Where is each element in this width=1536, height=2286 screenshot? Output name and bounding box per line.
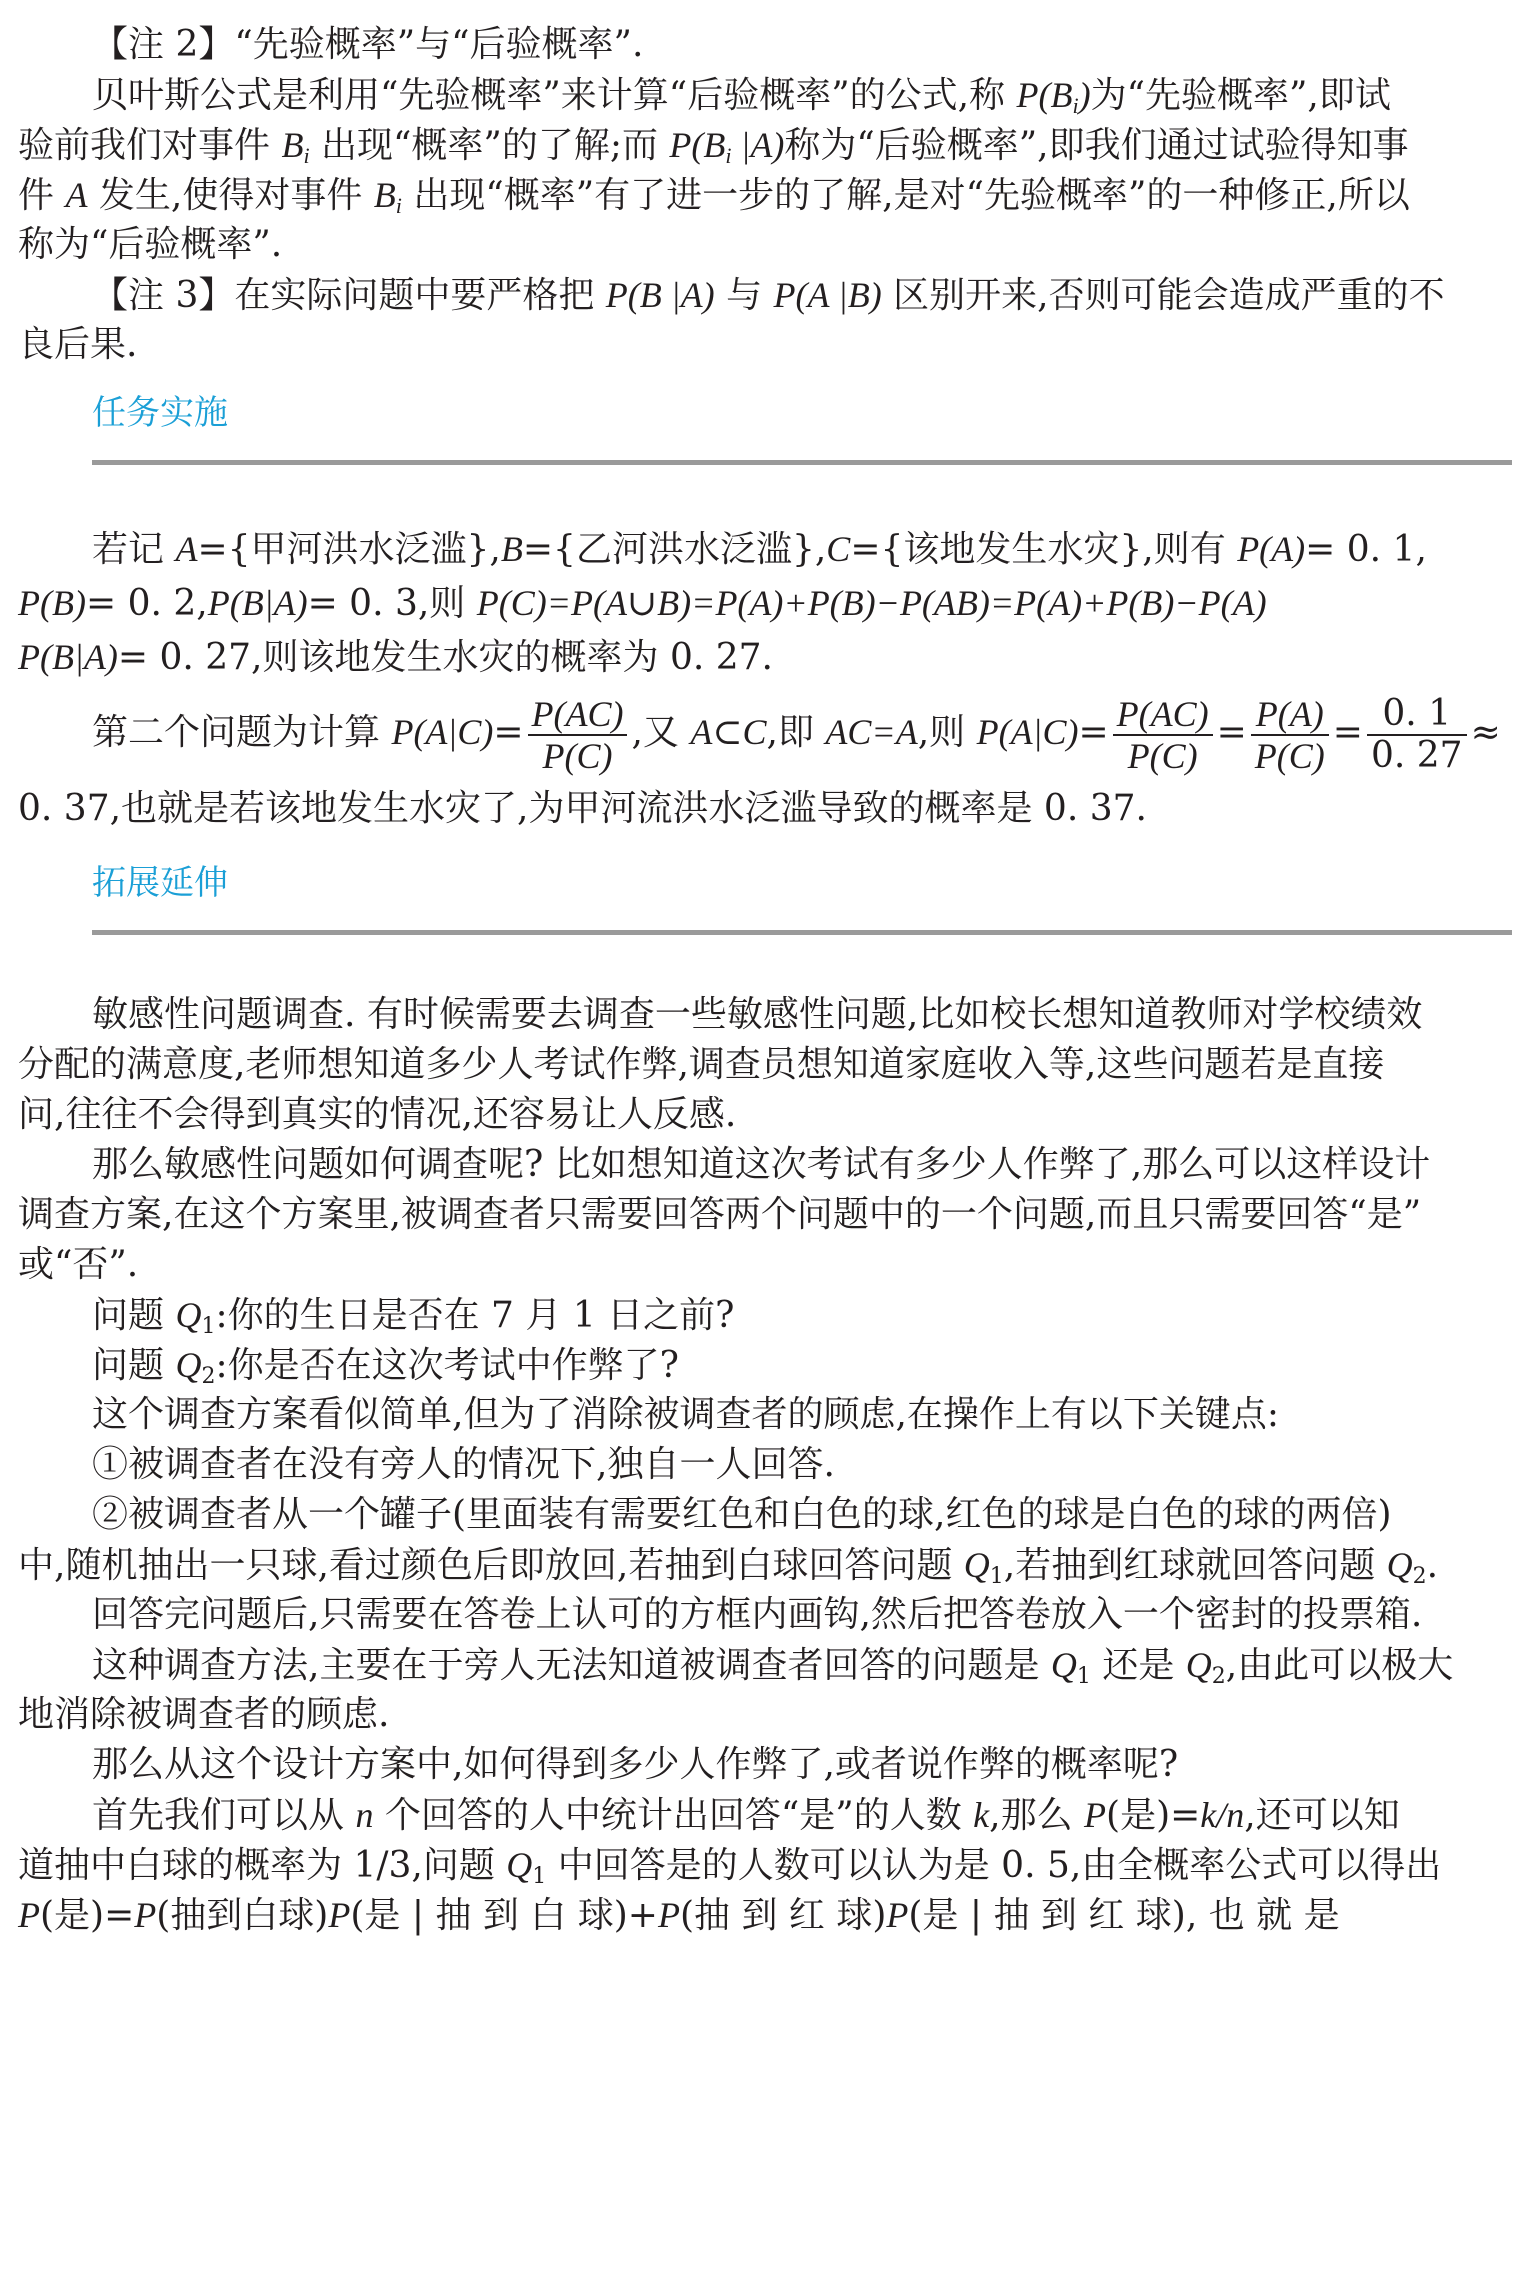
note2-line-2: 验前我们对事件 $B_i$ 出现“概率”的了解;而 $P(B_i$ |A)称为“后验概率”,即我们通过试验得知事: [18, 125, 1409, 168]
ext-p7-line-3: P(是)=P(抽到白球)P(是 | 抽 到 白 球)+P(抽 到 红 球)P(是 | 抽 到 红 球), 也 就 是: [18, 1895, 1340, 1936]
note3-line-2: 良后果.: [18, 324, 138, 365]
fraction-pac-pc-2: $\frac{P(AC)}{P(C)}$: [1113, 694, 1213, 776]
note2-line-3: 件 A 发生,使得对事件 $B_i$ 出现“概率”有了进一步的了解,是对“先验概率”的一种修正,所以: [18, 175, 1410, 218]
task-line-1: 若记 A={甲河洪水泛滥},B={乙河洪水泛滥},C={该地发生水灾},则有 P(A)= 0. 1,: [92, 529, 1427, 570]
note2-title: 【注 2】“先验概率”与“后验概率”.: [92, 24, 644, 65]
ext-p4: 回答完问题后,只需要在答卷上认可的方框内画钩,然后把答卷放入一个密封的投票箱.: [92, 1594, 1423, 1635]
ext-p1-line-2: 分配的满意度,老师想知道多少人考试作弊,调查员想知道家庭收入等,这些问题若是直接: [18, 1044, 1385, 1085]
note2-line-1: 贝叶斯公式是利用“先验概率”来计算“后验概率”的公式,称 $P(B_i)$为“先验概率”,即试: [92, 75, 1391, 118]
ext-p5-line-1: 这种调查方法,主要在于旁人无法知道被调查者回答的问题是 $Q_1$ 还是 $Q_2$,由此可以极大: [92, 1645, 1454, 1689]
key-point-1: ①被调查者在没有旁人的情况下,独自一人回答.: [92, 1444, 835, 1485]
fraction-value: $\frac{0. 1}{0. 27}$: [1367, 694, 1467, 776]
ext-p7-line-2: 道抽中白球的概率为 1/3,问题 $Q_1$ 中回答是的人数可以认为是 0. 5,由全概率公式可以得出: [18, 1845, 1442, 1889]
task-line-3: P(B|A)= 0. 27,则该地发生水灾的概率为 0. 27.: [18, 637, 773, 678]
task-line-4-formula: 第二个问题为计算 P(A|C)= $\frac{P(AC)}{P(C)}$ ,又 A⊂C,即 AC=A,则 P(A|C)= $\frac{P(AC)}{P(C)}$ = $\frac{P(A)}{P(C)}$ = $\frac{0. 1}{0. 27}$ ≈: [92, 693, 1501, 776]
fraction-pac-pc: $\frac{P(AC)}{P(C)}$: [528, 694, 628, 776]
question-q1: 问题 $Q_1$:你的生日是否在 7 月 1 日之前?: [92, 1295, 735, 1339]
note2-line-4: 称为“后验概率”.: [18, 224, 283, 265]
task-line-5: 0. 37,也就是若该地发生水灾了,为甲河流洪水泛滥导致的概率是 0. 37.: [18, 788, 1147, 829]
section-divider-task: [92, 460, 1512, 465]
ext-p1-line-3: 问,往往不会得到真实的情况,还容易让人反感.: [18, 1094, 737, 1135]
ext-p2-line-2: 调查方案,在这个方案里,被调查者只需要回答两个问题中的一个问题,而且只需要回答“是”: [18, 1194, 1422, 1235]
section-heading-extension: 拓展延伸: [92, 863, 228, 903]
question-q2: 问题 $Q_2$:你是否在这次考试中作弊了?: [92, 1345, 679, 1389]
ext-p1-line-1: 敏感性问题调查. 有时候需要去调查一些敏感性问题,比如校长想知道教师对学校绩效: [92, 994, 1423, 1035]
key-point-2-line-2: 中,随机抽出一只球,看过颜色后即放回,若抽到白球回答问题 $Q_1$,若抽到红球就回答问题 $Q_2$.: [18, 1545, 1439, 1589]
ext-p6: 那么从这个设计方案中,如何得到多少人作弊了,或者说作弊的概率呢?: [92, 1744, 1179, 1785]
fraction-pa-pc: $\frac{P(A)}{P(C)}$: [1251, 694, 1329, 776]
ext-p2-line-1: 那么敏感性问题如何调查呢? 比如想知道这次考试有多少人作弊了,那么可以这样设计: [92, 1144, 1431, 1185]
ext-p2-line-3: 或“否”.: [18, 1244, 139, 1285]
ext-p5-line-2: 地消除被调查者的顾虑.: [18, 1694, 390, 1735]
ext-p3: 这个调查方案看似简单,但为了消除被调查者的顾虑,在操作上有以下关键点:: [92, 1394, 1280, 1435]
note3-line-1: 【注 3】在实际问题中要严格把 P(B |A) 与 P(A |B) 区别开来,否则可能会造成严重的不: [92, 275, 1445, 316]
key-point-2-line-1: ②被调查者从一个罐子(里面装有需要红色和白色的球,红色的球是白色的球的两倍): [92, 1494, 1392, 1535]
section-divider-extension: [92, 930, 1512, 935]
ext-p7-line-1: 首先我们可以从 n 个回答的人中统计出回答“是”的人数 k,那么 P(是)=k/n,还可以知: [92, 1795, 1400, 1836]
section-heading-task: 任务实施: [92, 393, 228, 433]
task-line-2: P(B)= 0. 2,P(B|A)= 0. 3,则 P(C)=P(A∪B)=P(A)+P(B)−P(AB)=P(A)+P(B)−P(A): [18, 583, 1267, 624]
